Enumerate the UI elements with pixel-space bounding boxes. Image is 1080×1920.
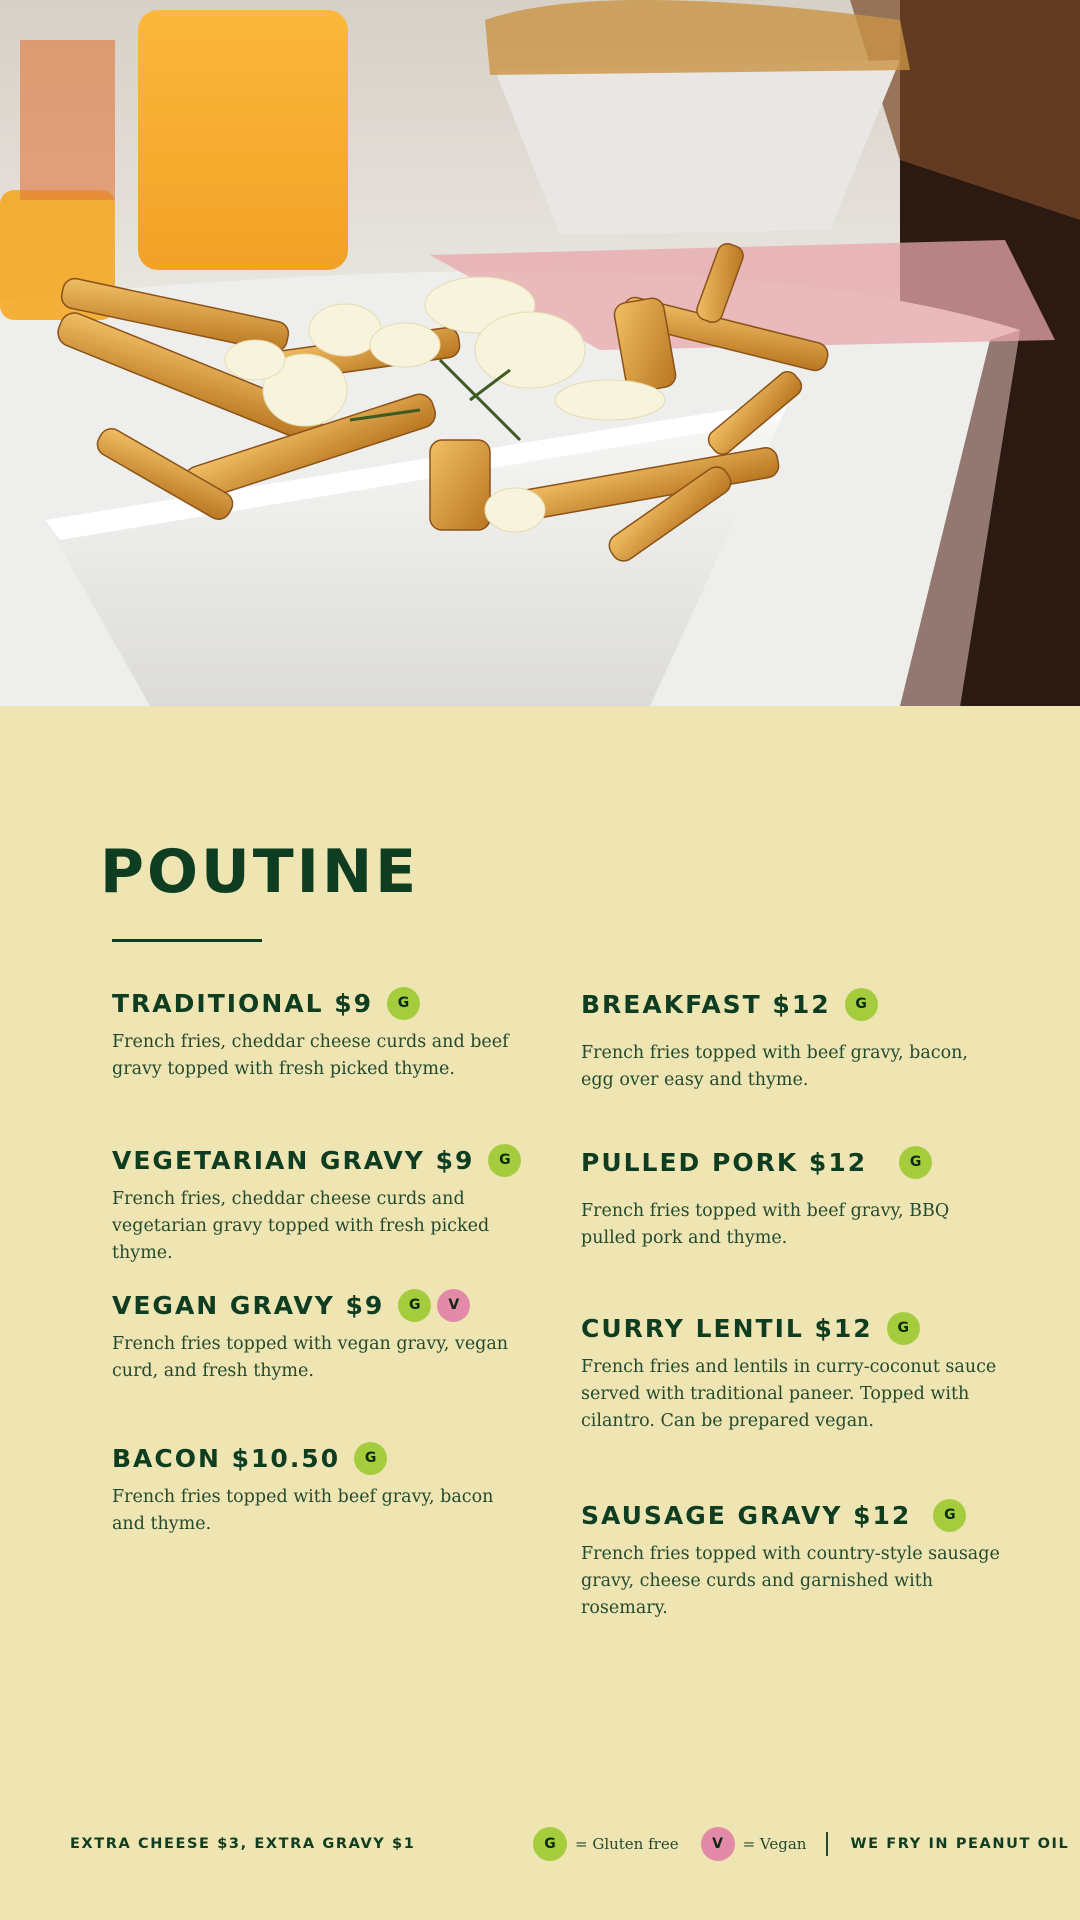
vegan-icon: V (437, 1289, 470, 1322)
peanut-oil-note: WE FRY IN PEANUT OIL (850, 1836, 1070, 1852)
item-description: French fries topped with beef gravy, bacon and thyme. (112, 1487, 494, 1534)
footer (0, 1820, 1080, 1870)
item-name: BREAKFAST $12 (581, 989, 831, 1019)
gluten-free-icon: G (899, 1146, 932, 1179)
menu-item-curry-lentil (581, 1310, 1001, 1435)
menu-item-sausage-gravy (581, 1497, 1001, 1622)
item-description: French fries topped with country-style sausage gravy, cheese curds and garnished with rosemary. (581, 1544, 1000, 1618)
menu-item-vegetarian-gravy (112, 1142, 542, 1267)
hero-photo (0, 0, 1080, 706)
item-name: CURRY LENTIL $12 (581, 1313, 873, 1343)
item-name: VEGETARIAN GRAVY $9 (112, 1145, 475, 1175)
menu-item-breakfast (581, 986, 1001, 1094)
dietary-legend (533, 1827, 1069, 1861)
gluten-free-icon: G (354, 1442, 387, 1475)
gluten-free-icon: G (488, 1144, 521, 1177)
item-name: VEGAN GRAVY $9 (112, 1290, 385, 1320)
menu-item-bacon (112, 1440, 512, 1538)
gluten-free-icon: G (387, 987, 420, 1020)
item-description: French fries and lentils in curry-coconut sauce served with traditional paneer. Topped with cilantro. Can be prepared vegan. (581, 1357, 997, 1431)
item-name: TRADITIONAL $9 (112, 988, 374, 1018)
legend-gluten-free-label: = Gluten free (575, 1835, 679, 1853)
vegan-icon: V (701, 1827, 735, 1861)
gluten-free-icon: G (887, 1312, 920, 1345)
gluten-free-icon: G (933, 1499, 966, 1532)
item-name: BACON $10.50 (112, 1443, 341, 1473)
menu-item-pulled-pork (581, 1144, 1001, 1252)
menu-item-vegan-gravy (112, 1287, 532, 1385)
title-divider (112, 939, 262, 942)
item-description: French fries topped with beef gravy, bacon, egg over easy and thyme. (581, 1043, 968, 1090)
gluten-free-icon: G (845, 988, 878, 1021)
legend-divider (826, 1832, 828, 1856)
item-name: SAUSAGE GRAVY $12 (581, 1500, 912, 1530)
gluten-free-icon: G (533, 1827, 567, 1861)
item-description: French fries topped with beef gravy, BBQ pulled pork and thyme. (581, 1201, 950, 1248)
extras-note: EXTRA CHEESE $3, EXTRA GRAVY $1 (70, 1836, 416, 1852)
item-description: French fries, cheddar cheese curds and beef gravy topped with fresh picked thyme. (112, 1032, 509, 1079)
gluten-free-icon: G (398, 1289, 431, 1322)
legend-vegan-label: = Vegan (742, 1835, 807, 1853)
item-description: French fries topped with vegan gravy, vegan curd, and fresh thyme. (112, 1334, 509, 1381)
menu-item-traditional (112, 985, 532, 1083)
item-description: French fries, cheddar cheese curds and vegetarian gravy topped with fresh picked thyme. (112, 1189, 490, 1263)
item-name: PULLED PORK $12 (581, 1147, 868, 1177)
menu-title: POUTINE (100, 837, 420, 907)
poutine-photo-icon (0, 0, 1080, 706)
